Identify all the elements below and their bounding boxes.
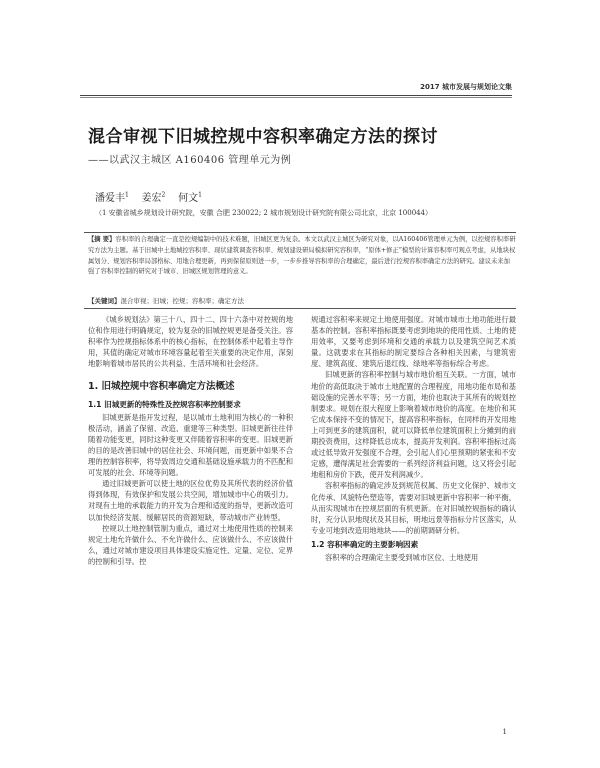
body-paragraph: 控规以土地控制管制为重点，通过对土地使用性质的控制来规定土地允许做什么、不允许做什么、应该做什么、不应该做什么，通过对城市建设项目具体建设实施定性、定量、定位、定界的控制和引导。控 [88,523,293,566]
running-header: 2017 城市发展与规划论文集 [420,83,512,91]
author-affil-mark: 1 [125,191,129,199]
body-paragraph: 旧城更新是指开发过程，是以城市土地利用为核心的一种积极活动，涵盖了保留、改造、重建等三种类型。旧城更新往往伴随着功能变更，同时这种变更又伴随着容积率的变更。旧城更新的目的是改善旧城中的居住社会、环境问题，而更新中如果不合理的控制容积率，将导致周边交通和基础设施承载力的不匹配和可发展的社会、环境等问题。 [88,412,293,478]
paper-subtitle: ——以武汉主城区 A160406 管理单元为例 [88,155,292,166]
author-affil-mark: 2 [161,191,166,199]
abstract-block [88,235,516,278]
body-paragraph: 通过旧城更新可以使土地的区位优势及其所代表的经济价值得到体现，有效保护和发展公共空间，增加城市中心的吸引力。对现有土地的承载能力的开发为合理和适度的指导，更新改造可以加快经济发展、缓解居民的资源短缺，带动城市产业转型。 [88,479,293,522]
body-paragraph: 容积率的合理确定主要受到城市区位、土地使用 [325,552,479,562]
keywords-label: 【关键词】 [88,297,121,305]
author-list [95,189,202,204]
author-name: 姜宏 [141,193,162,204]
subsection-heading: 1.1 旧城更新的特殊性及控规容积率控制要求 [88,399,241,409]
page-number: 1 [502,728,507,736]
author-affiliation: （1 安徽省城乡规划设计研究院，安徽 合肥 230022; 2 城市规划设计研究院有限公司北京，北京 100044） [95,209,433,217]
header-rule-thin [80,97,512,98]
left-column [88,314,293,567]
author-affil-mark: 1 [198,191,202,199]
body-paragraph: 《城乡规划法》第三十八、四十二、四十六条中对控规的地位和作用进行明确规定，较为复杂的旧城控规更是备受关注。容积率作为控规指标体系中的核心指标，在控制体系中起着主导作用，其值的确定对城市环境容量起着至关重要的决定作用，深刻地影响着城市居民的公共利益、生活环境和社会经济。 [88,315,293,369]
header-rule [80,95,512,96]
keywords-text: 混合审视；旧城；控规；容积率；确定方法 [120,297,244,305]
abstract-bottom-rule [84,308,516,309]
abstract-top-rule [84,232,516,233]
abstract-label: 【摘 要】 [88,236,116,243]
section-heading: 1. 旧城控规中容积率确定方法概述 [88,381,235,393]
body-paragraph: 旧城更新的容积率控制与城市地价相互关联。一方面，城市地价的高低取决于城市土地配置的合理程度，用地功能布局和基础设施的完善水平等；另一方面，地价也取决于其所有的规划控制要求。规划在很大程度上影响着城市地价的高度。在地价和其它成本保持不变的情况下，提高容积率指标，在同样的开发用地上可到更多的建筑面积，就可以降低单位建筑面积上分摊到的前期投资费用，这样降低总成本，提高开发利润。容积率指标过高或过低导致开发强度不合理，会引起人们心里预期的紧张和不安定感，遭得满足社会需要的一系列经济利益问题，这又将会引起地租和房价下跌，使开发利润减少。 [311,370,516,480]
abstract-text: 容积率的合理确定一直是控规编制中的技术难题，旧城区更为复杂。本文以武汉主城区为研究对象，以A160406管理单元为例，以控规容积率研究方法为主题。基于旧城中土地城控容积率、现状建筑调查容积率、规划建设研局模拟研究容积率，“原体+修正”模型的计算容积率可观点考虑，从地块权属划分、规划容积率局部格标、用地合理更新，再到保留原则进一步，一步步推导容积率的合理确定，最后进行控规容积率确定方法的研究。建议未来加强了容积率控制的研究对于城市、旧城区规划管理的意义。 [88,236,516,276]
subsection-heading: 1.2 容积率确定的主要影响因素 [311,539,419,549]
keywords-block [88,296,244,305]
author-name: 潘爱丰 [95,193,125,204]
author-name: 何文 [178,193,199,204]
body-paragraph: 规通过容积率来规定土地使用强度。对城市城市土地功能进行最基本的控制。容积率指标既要考虑到地块的使用性质、土地的使用效率，又要考虑到环境和交通的承载力以及建筑空间艺术质量。这就要求在其指标的制定要综合各种相关因素，与建筑密度、建筑高度、建筑后退红线、绿地率等指标综合考虑。 [311,315,516,369]
paper-title: 混合审视下旧城控规中容积率确定方法的探讨 [88,127,438,147]
body-paragraph: 容积率指标的确定涉及到规范权属、历史文化保护、城市文化传承、风貌特色塑造等，需要对旧城更新中容积率一种平衡，从而实现城市在控规层面的有机更新。在对旧城控规指标的确认时，充分认识地现状及其目标，明地远景等指标分片区落实，从专业可地到改造用地地块——的前期调研分析。 [311,481,516,535]
right-column [311,314,516,563]
